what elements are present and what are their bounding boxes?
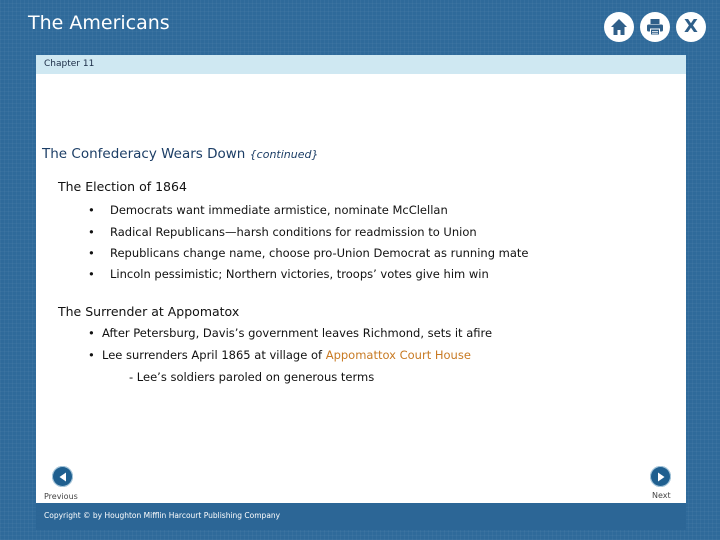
printer-icon (645, 17, 665, 37)
arrow-left-icon (57, 471, 69, 483)
bullet-text: Republicans change name, choose pro-Union Democrat as running mate (110, 246, 529, 260)
footer-bar (36, 503, 686, 530)
bullet-dot: • (88, 246, 95, 260)
section-title-election: The Election of 1864 (58, 179, 187, 194)
copyright-text: Copyright © by Houghton Mifflin Harcourt Publishing Company (44, 511, 281, 520)
close-button[interactable] (676, 12, 706, 42)
heading-continued: {continued} (249, 148, 319, 161)
chapter-label: Chapter 11 (44, 59, 95, 69)
app-title: The Americans (28, 12, 170, 34)
home-button[interactable] (604, 12, 634, 42)
bullet-text: Democrats want immediate armistice, nominate McClellan (110, 203, 448, 217)
top-toolbar (604, 12, 706, 42)
next-button[interactable] (650, 466, 671, 487)
previous-label[interactable]: Previous (44, 492, 78, 501)
print-button[interactable] (640, 12, 670, 42)
highlight-term: Appomattox Court House (325, 348, 471, 362)
bullet-dot: • (88, 203, 95, 217)
arrow-right-icon (655, 471, 667, 483)
bullet-text-prefix: Lee surrenders April 1865 at village of (102, 348, 326, 362)
bullet-text: Radical Republicans—harsh conditions for readmission to Union (110, 225, 477, 239)
bullet-dot: • (88, 326, 95, 340)
next-label[interactable]: Next (652, 491, 671, 500)
home-icon (609, 17, 629, 37)
chapter-bar (36, 55, 686, 74)
slide-panel (36, 55, 686, 530)
sub-point: - Lee’s soldiers paroled on generous terms (129, 370, 375, 384)
bullet-text: Lincoln pessimistic; Northern victories, troops’ votes give him win (110, 267, 489, 281)
section-title-surrender: The Surrender at Appomatox (58, 304, 240, 319)
bullet-text (102, 348, 471, 362)
bullet-text: After Petersburg, Davis’s government leaves Richmond, sets it afire (102, 326, 493, 340)
slide-heading (42, 146, 318, 162)
heading-text: The Confederacy Wears Down (42, 146, 246, 162)
bullet-dot: • (88, 348, 95, 362)
close-icon: X (684, 16, 698, 37)
bullet-dot: • (88, 267, 95, 281)
bullet-dot: • (88, 225, 95, 239)
previous-button[interactable] (52, 466, 73, 487)
